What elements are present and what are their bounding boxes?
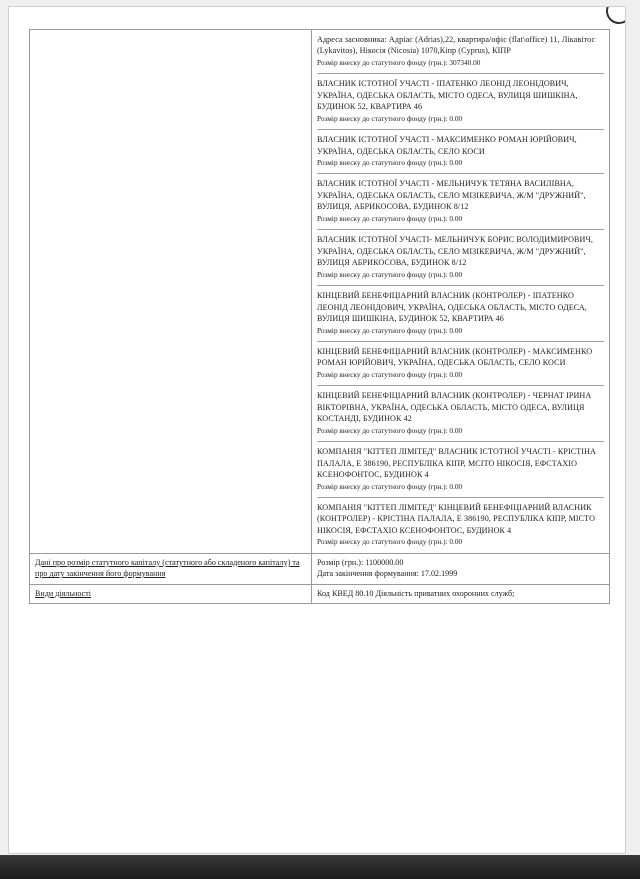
activity-value: Код КВЕД 80.10 Діяльність приватних охоронних служб;: [317, 588, 515, 598]
owner-entry: [317, 386, 604, 442]
founders-row: [30, 30, 610, 554]
owner-contribution: Розмір внеску до статутного фонду (грн.): 0.00: [317, 369, 463, 379]
owner-text: КОМПАНІЯ "КІТТЕП ЛІМІТЕД" КІНЦЕВИЙ БЕНЕФІЦІАРНИЙ ВЛАСНИК (КОНТРОЛЕР) - КРІСТІНА ПАЛАЛА, Е 386190, РЕСПУБЛІКА КІПР, МІСТО НІКОСІЯ, ЕФСТАХІО КСЕНОФОНТОС, БУДИНОК 4: [317, 502, 596, 535]
owner-entry: [317, 342, 604, 386]
owner-text: ВЛАСНИК ІСТОТНОЇ УЧАСТІ - МАКСИМЕНКО РОМАН ЮРІЙОВИЧ, УКРАЇНА, ОДЕСЬКА ОБЛАСТЬ, СЕЛО КОСИ: [317, 135, 577, 156]
founders-value-cell: [312, 30, 610, 554]
owner-contribution: Розмір внеску до статутного фонду (грн.): 0.00: [317, 481, 463, 491]
founder-address-text: Адреса засновника: Адріас (Adrias),22, квартира/офіс (flat\office) 11, Лікавітос (Lykavitos), Нікосія (Nicosia) 1070,Кіпр (Cyprus), КІПР: [317, 35, 596, 56]
capital-label-cell: [30, 553, 312, 584]
capital-label: Дані про розмір статутного капіталу (статутного або складеного капіталу) та про дату закінчення його формування: [35, 557, 300, 579]
owner-entry: [317, 130, 604, 174]
founders-label-cell: [30, 30, 312, 554]
capital-value-cell: [312, 553, 610, 584]
owner-entry: [317, 74, 604, 130]
owner-text: ВЛАСНИК ІСТОТНОЇ УЧАСТІ- МЕЛЬНИЧУК БОРИС ВОЛОДИМИРОВИЧ, УКРАЇНА, ОДЕСЬКА ОБЛАСТЬ, СЕЛО МІЗІКЕВИЧА, Ж/М "ДРУЖНИЙ", ВУЛИЦЯ АБРИКОСОВА, БУДИНОК 8/12: [317, 235, 593, 268]
capital-row: [30, 553, 610, 584]
document-page: [8, 6, 626, 854]
owner-contribution: Розмір внеску до статутного фонду (грн.): 0.00: [317, 269, 463, 279]
owner-entry: [317, 498, 604, 553]
owner-text: КІНЦЕВИЙ БЕНЕФІЦІАРНИЙ ВЛАСНИК (КОНТРОЛЕР) - ЧЕРНАТ ІРИНА ВІКТОРІВНА, УКРАЇНА, ОДЕСЬКА ОБЛАСТЬ, МІСТО ОДЕСА, ВУЛИЦЯ КОСТАНДІ, БУДИНОК 42: [317, 391, 592, 424]
registry-table: [29, 29, 610, 604]
owner-entry: [317, 442, 604, 498]
owner-contribution: Розмір внеску до статутного фонду (грн.): 0.00: [317, 213, 463, 223]
capital-amount: Розмір (грн.): 1100000.00: [317, 557, 404, 567]
owner-contribution: Розмір внеску до статутного фонду (грн.): 0.00: [317, 425, 463, 435]
owner-text: КОМПАНІЯ "КІТТЕП ЛІМІТЕД" ВЛАСНИК ІСТОТНОЇ УЧАСТІ - КРІСТІНА ПАЛАЛА, Е 386190, РЕСПУБЛІКА КІПР, МСІТО НІКОСІЯ, ЕФСТАХІО КСЕНОФОНТОС, БУДИНОК 4: [317, 447, 596, 480]
owners-list: [317, 74, 604, 552]
owner-entry: [317, 230, 604, 286]
owner-text: ВЛАСНИК ІСТОТНОЇ УЧАСТІ - ІПАТЕНКО ЛЕОНІД ЛЕОНІДОВИЧ, УКРАЇНА, ОДЕСЬКА ОБЛАСТЬ, МІСТО ОДЕСА, ВУЛИЦЯ ШИШКІНА, БУДИНОК 52, КВАРТИРА 46: [317, 79, 578, 112]
owner-contribution: Розмір внеску до статутного фонду (грн.): 0.00: [317, 537, 463, 547]
capital-date: Дата закінчення формування: 17.02.1999: [317, 569, 458, 579]
owner-contribution: Розмір внеску до статутного фонду (грн.): 0.00: [317, 158, 463, 168]
activity-value-cell: [312, 584, 610, 603]
page-corner-icon: [606, 6, 626, 24]
owner-text: КІНЦЕВИЙ БЕНЕФІЦІАРНИЙ ВЛАСНИК (КОНТРОЛЕР) - МАКСИМЕНКО РОМАН ЮРІЙОВИЧ, УКРАЇНА, ОДЕСЬКА ОБЛАСТЬ, СЕЛО КОСИ: [317, 346, 593, 368]
activity-row: [30, 584, 610, 603]
activity-label: Види діяльності: [35, 588, 91, 598]
activity-label-cell: [30, 584, 312, 603]
owner-text: КІНЦЕВИЙ БЕНЕФІЦІАРНИЙ ВЛАСНИК (КОНТРОЛЕР) - ІПАТЕНКО ЛЕОНІД ЛЕОНІДОВИЧ, УКРАЇНА, ОДЕСЬКА ОБЛАСТЬ, МІСТО ОДЕСА, ВУЛИЦЯ ШИШКІНА, БУДИНОК 52, КВАРТИРА 46: [317, 291, 587, 324]
viewer-footer-bar: [0, 855, 640, 879]
owner-entry: [317, 174, 604, 230]
owner-entry: [317, 286, 604, 342]
founder-address-entry: [317, 30, 604, 74]
owner-text: ВЛАСНИК ІСТОТНОЇ УЧАСТІ - МЕЛЬНИЧУК ТЕТЯНА ВАСИЛІВНА, УКРАЇНА, ОДЕСЬКА ОБЛАСТЬ, СЕЛО МІЗІКЕВИЧА, Ж/М "ДРУЖНИЙ", ВУЛИЦЯ, АБРИКОСОВА, БУДИНОК 8/12: [317, 179, 586, 212]
owner-contribution: Розмір внеску до статутного фонду (грн.): 0.00: [317, 325, 463, 335]
owner-contribution: Розмір внеску до статутного фонду (грн.): 0.00: [317, 113, 463, 123]
founder-address-contribution: Розмір внеску до статутного фонду (грн.): 307340.00: [317, 57, 481, 67]
